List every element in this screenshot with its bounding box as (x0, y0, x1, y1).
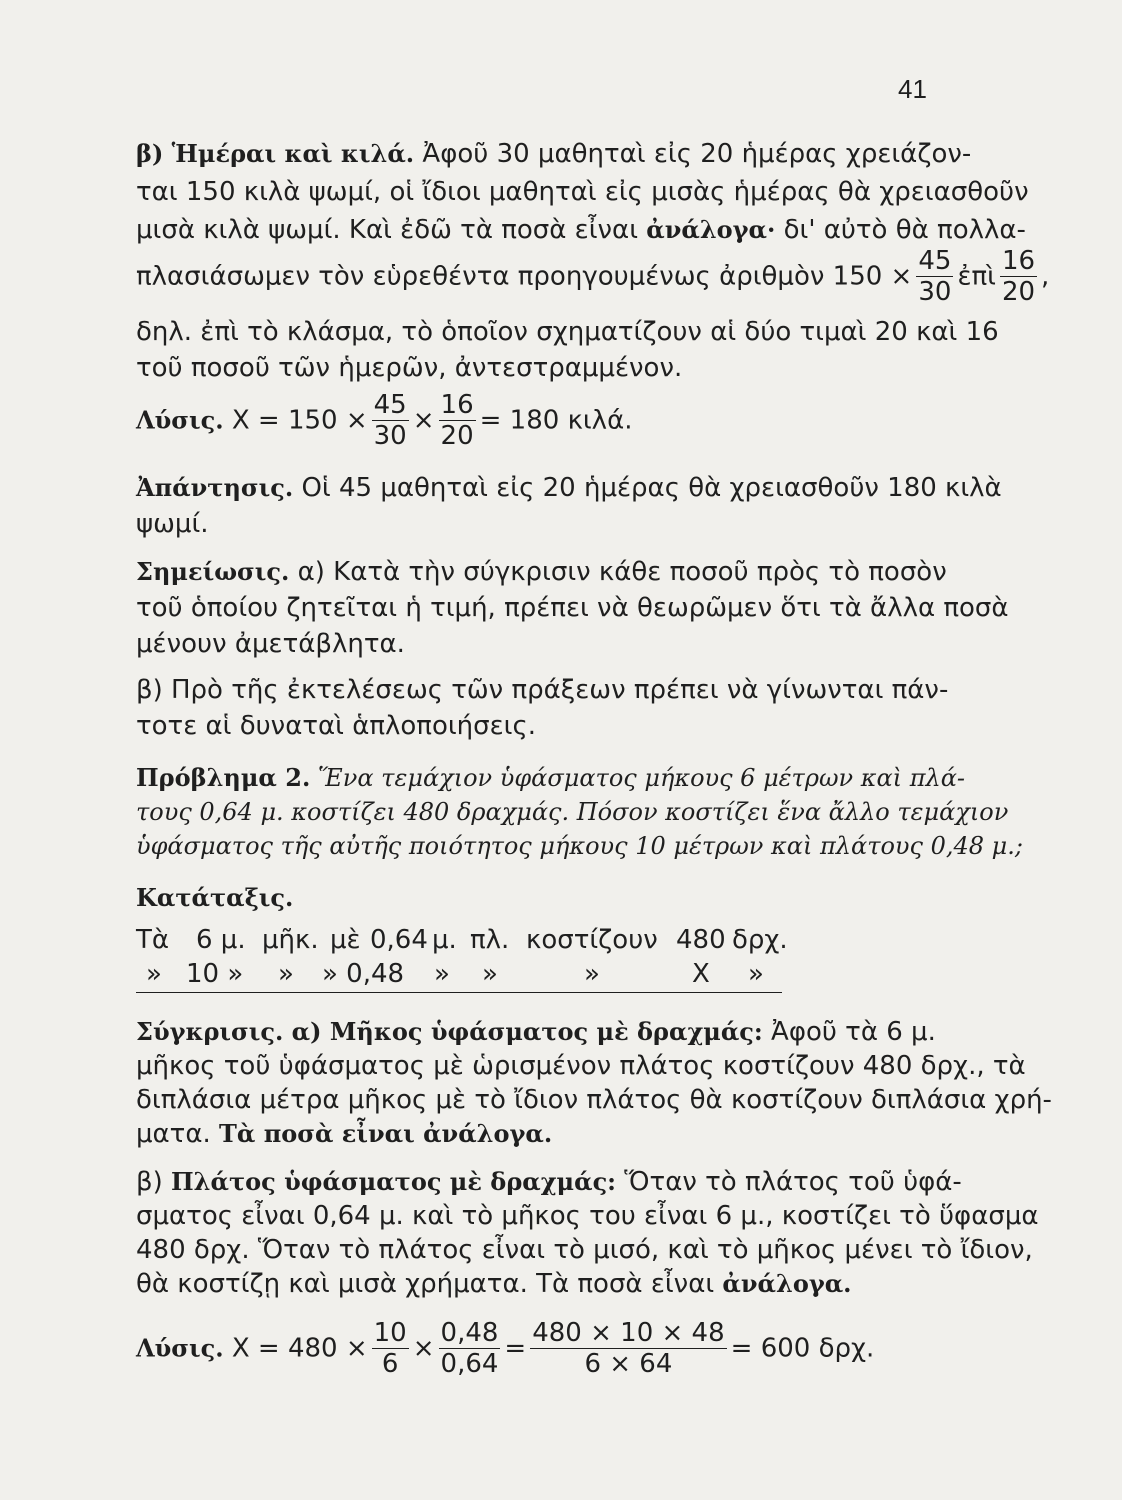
problem-2-line-3: ὑφάσματος τῆς αὐτῆς ποιότητος μήκους 10 μέτρων καὶ πλάτους 0,48 μ.; (136, 832, 1023, 860)
fraction: $\frac{16}{20}$ (1001, 246, 1036, 307)
arrangement-rule (136, 992, 782, 993)
fraction: $\frac{10}{6}$ (373, 1318, 407, 1379)
problem-2-line-2: τους 0,64 μ. κοστίζει 480 δραχμάς. Πόσον κοστίζει ἕνα ἄλλο τεμάχιον (136, 798, 1009, 826)
comparison-line-3: διπλάσια μέτρα μῆκος μὲ τὸ ἴδιον πλάτος θὰ κοστίζουν διπλάσια χρή- (136, 1085, 1052, 1115)
arrangement-heading: Κατάταξις. (136, 883, 294, 912)
solution-1: Λύσις. X = 150 × $\frac{45}{30}$ × $\frac{16}{20}$ = 180 κιλά. (136, 390, 633, 451)
comparison-line-7: 480 δρχ. Ὅταν τὸ πλάτος εἶναι τὸ μισό, καὶ τὸ μῆκος μένει τὸ ἴδιον, (136, 1235, 1033, 1265)
part-b-line-3: μισὰ κιλὰ ψωμί. Καὶ ἐδῶ τὰ ποσὰ εἶναι ἀνάλογα· δι' αὐτὸ θὰ πολλα- (136, 215, 1026, 245)
comparison-line-6: σματος εἶναι 0,64 μ. καὶ τὸ μῆκος του εἶναι 6 μ., κοστίζει τὸ ὕφασμα (136, 1201, 1039, 1231)
fraction: $\frac{16}{20}$ (440, 390, 474, 451)
comparison-line-2: μῆκος τοῦ ὑφάσματος μὲ ὡρισμένον πλάτος κοστίζουν 480 δρχ., τὰ (136, 1051, 1026, 1081)
fraction: $\frac{480 \times 10 \times 48}{6 \times 64}$ (532, 1318, 725, 1379)
note-line-5: τοτε αἱ δυναταὶ ἁπλοποιήσεις. (136, 711, 536, 741)
part-b-line-2: ται 150 κιλὰ ψωμί, οἱ ἴδιοι μαθηταὶ εἰς μισὰς ἡμέρας θὰ χρειασθοῦν (136, 177, 1029, 207)
part-b-heading: β) Ἡμέραι καὶ κιλά. (136, 139, 415, 168)
comparison-line-1: Σύγκρισις. α) Μῆκος ὑφάσματος μὲ δραχμάς: Ἀφοῦ τὰ 6 μ. (136, 1017, 936, 1047)
answer-1-line-1: Ἀπάντησις. Οἱ 45 μαθηταὶ εἰς 20 ἡμέρας θὰ χρειασθοῦν 180 κιλὰ (136, 473, 1002, 503)
page-number: 41 (898, 74, 927, 104)
part-b-line-4: πλασιάσωμεν τὸν εὑρεθέντα προηγουμένως ἀριθμὸν 150 × $\frac{45}{30}$ ἐπὶ $\frac{16}{20}$ , (136, 246, 1050, 307)
part-b-line-5: δηλ. ἐπὶ τὸ κλάσμα, τὸ ὁποῖον σχηματίζουν αἱ δύο τιμαὶ 20 καὶ 16 (136, 317, 999, 347)
fraction: $\frac{45}{30}$ (373, 390, 407, 451)
answer-1-line-2: ψωμί. (136, 509, 209, 539)
part-b-line-1: β) Ἡμέραι καὶ κιλά. Ἀφοῦ 30 μαθηταὶ εἰς 20 ἡμέρας χρειάζον- (136, 139, 972, 169)
solution-2: Λύσις. X = 480 × $\frac{10}{6}$ × $\frac{0,48}{0,64}$ = $\frac{480 \times 10 \times 48}{6 \times 64}$ = 600 δρχ. (136, 1318, 875, 1379)
note-line-1: Σημείωσις. α) Κατὰ τὴν σύγκρισιν κάθε ποσοῦ πρὸς τὸ ποσὸν (136, 557, 947, 587)
comparison-line-4: ματα. Τὰ ποσὰ εἶναι ἀνάλογα. (136, 1119, 553, 1149)
fraction: $\frac{45}{30}$ (918, 246, 952, 307)
comparison-line-8: θὰ κοστίζῃ καὶ μισὰ χρήματα. Τὰ ποσὰ εἶναι ἀνάλογα. (136, 1269, 852, 1299)
note-line-2: τοῦ ὁποίου ζητεῖται ἡ τιμή, πρέπει νὰ θεωρῶμεν ὅτι τὰ ἄλλα ποσὰ (136, 593, 1009, 623)
note-line-4: β) Πρὸ τῆς ἐκτελέσεως τῶν πράξεων πρέπει νὰ γίνωνται πάν- (136, 675, 949, 705)
note-line-3: μένουν ἀμετάβλητα. (136, 629, 405, 659)
problem-2-line-1: Πρόβλημα 2. Ἕνα τεμάχιον ὑφάσματος μήκους 6 μέτρων καὶ πλά- (136, 763, 966, 792)
comparison-line-5: β) Πλάτος ὑφάσματος μὲ δραχμάς: Ὅταν τὸ πλάτος τοῦ ὑφά- (136, 1167, 962, 1197)
part-b-line-6: τοῦ ποσοῦ τῶν ἡμερῶν, ἀντεστραμμένον. (136, 353, 683, 383)
fraction: $\frac{0,48}{0,64}$ (440, 1318, 499, 1379)
